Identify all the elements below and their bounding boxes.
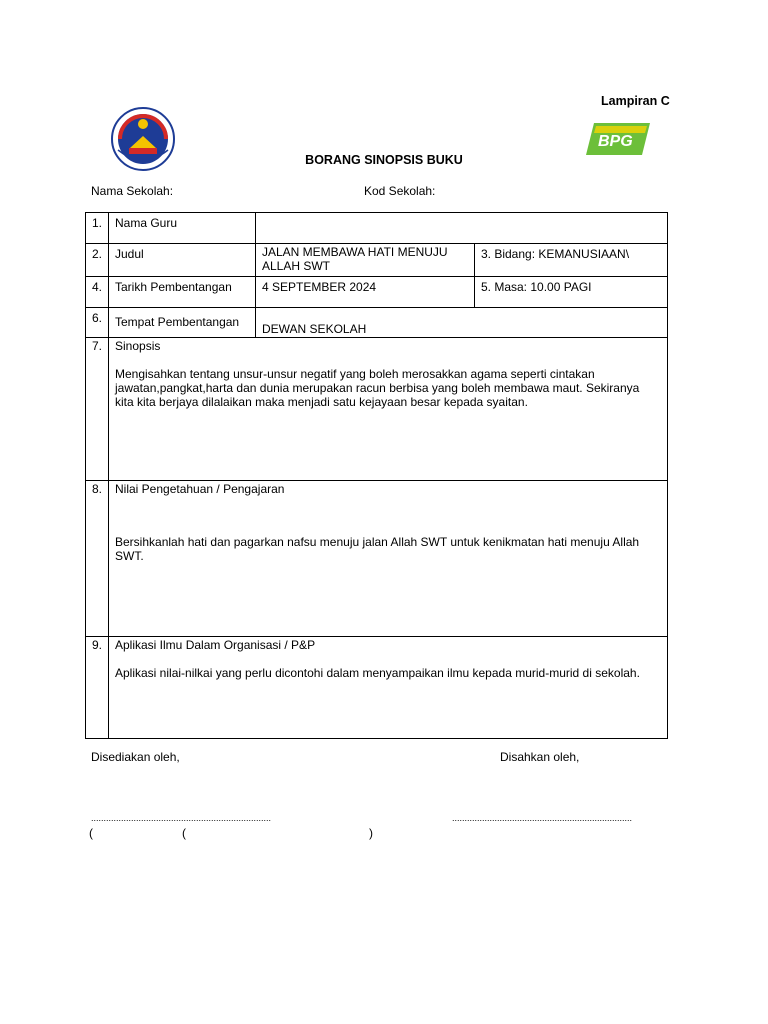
school-name-label: Nama Sekolah: xyxy=(91,184,174,198)
sinopsis-text[interactable]: Mengisahkan tentang unsur-unsur negatif yang boleh merosakkan agama seperti cintakan jawatan,pangkat,harta dan dunia merupakan racun berbisa yang boleh membawa maut. Sekiranya kita kita berjaya dilalaikan maka menjadi satu kejayaan besar kepada syaitan. xyxy=(115,367,640,409)
field-label-judul: Judul xyxy=(109,244,256,277)
field-value-tarikh[interactable]: 4 SEPTEMBER 2024 xyxy=(256,277,475,308)
nilai-text[interactable]: Bersihkanlah hati dan pagarkan nafsu menuju jalan Allah SWT untuk kenikmatan hati menuju Allah SWT. xyxy=(115,535,640,563)
appendix-label: Lampiran C xyxy=(601,94,670,108)
synopsis-form-table xyxy=(85,212,668,739)
row-sinopsis xyxy=(86,338,668,481)
approved-by-label: Disahkan oleh, xyxy=(500,750,580,764)
field-value-judul[interactable]: JALAN MEMBAWA HATI MENUJU ALLAH SWT xyxy=(256,244,475,277)
row-number: 4. xyxy=(86,277,109,308)
section-aplikasi xyxy=(109,637,668,739)
section-sinopsis xyxy=(109,338,668,481)
field-label-tarikh: Tarikh Pembentangan xyxy=(109,277,256,308)
row-nama-guru xyxy=(86,213,668,244)
field-masa[interactable]: 5. Masa: 10.00 PAGI xyxy=(475,277,668,308)
field-value-tempat[interactable]: DEWAN SEKOLAH xyxy=(256,308,668,338)
school-code-label: Kod Sekolah: xyxy=(364,184,436,198)
row-tarikh xyxy=(86,277,668,308)
name-bracket-open: ( xyxy=(182,826,186,840)
row-number: 8. xyxy=(86,481,109,637)
section-nilai xyxy=(109,481,668,637)
field-value-nama-guru[interactable] xyxy=(256,213,668,244)
row-number: 6. xyxy=(86,308,109,338)
row-judul xyxy=(86,244,668,277)
row-aplikasi xyxy=(86,637,668,739)
prepared-by-label: Disediakan oleh, xyxy=(91,750,180,764)
name-bracket-open: ( xyxy=(89,826,93,840)
section-label-sinopsis: Sinopsis xyxy=(115,339,161,353)
section-label-nilai: Nilai Pengetahuan / Pengajaran xyxy=(115,482,285,496)
row-tempat xyxy=(86,308,668,338)
field-bidang[interactable]: 3. Bidang: KEMANUSIAAN\ xyxy=(475,244,668,277)
row-number: 7. xyxy=(86,338,109,481)
field-label-nama-guru: Nama Guru xyxy=(109,213,256,244)
section-label-aplikasi: Aplikasi Ilmu Dalam Organisasi / P&P xyxy=(115,638,316,652)
svg-text:BPG: BPG xyxy=(598,133,633,150)
row-number: 9. xyxy=(86,637,109,739)
name-bracket-close: ) xyxy=(369,826,373,840)
row-nilai xyxy=(86,481,668,637)
field-label-tempat: Tempat Pembentangan xyxy=(109,308,256,338)
signature-line-approved: ........................................................................ xyxy=(452,813,633,823)
form-title: BORANG SINOPSIS BUKU xyxy=(305,153,463,167)
aplikasi-text[interactable]: Aplikasi nilai-nilkai yang perlu dicontohi dalam menyampaikan ilmu kepada murid-murid di sekolah. xyxy=(115,666,640,680)
row-number: 1. xyxy=(86,213,109,244)
signature-line-prepared: ........................................................................ xyxy=(91,813,272,823)
row-number: 2. xyxy=(86,244,109,277)
bpg-logo xyxy=(584,121,652,157)
